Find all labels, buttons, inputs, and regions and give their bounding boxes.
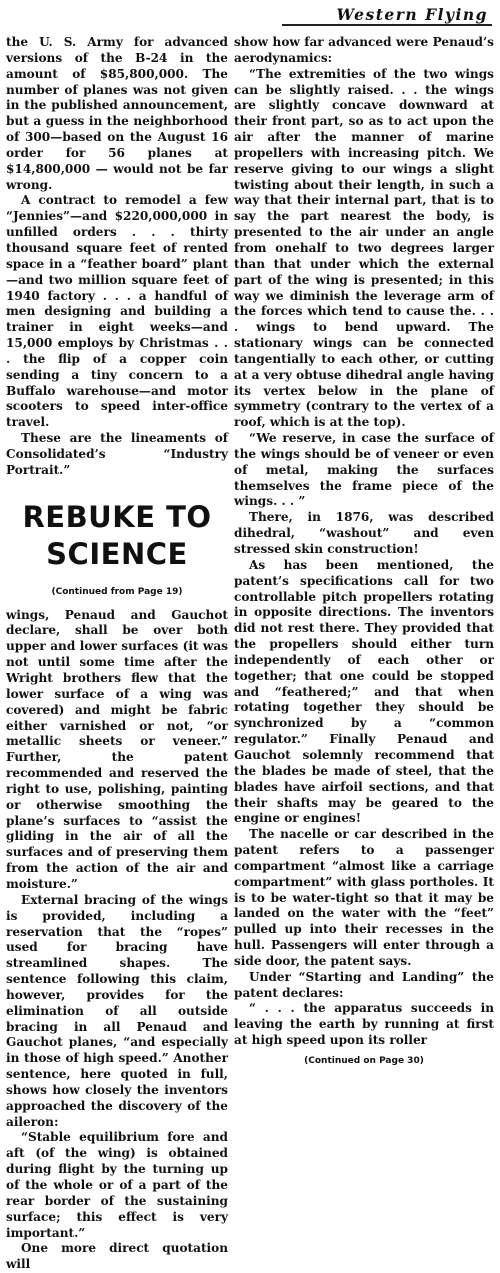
magazine-title: Western Flying: [336, 5, 488, 24]
paragraph: “The extremities of the two wings can be slightly raised. . . the wings are slightly concave downward at their front part, so as to act upon the air after the manner of marine propellers with increasing pitch. We reserve giving to our wings a slight twisting about their length, in such a way that their internal part, that is to say the part nearest the body, is presented to the air under an angle from onehalf to two degrees larger than that under which the external part of the wing is presented; in this way we diminish the leverage arm of the forces which tend to cause the. . . . wings to bend upward. The stationary wings can be connected tangentially to each other, or cutting at a very obtuse dihedral angle having its vertex below in the plane of symmetry (contrary to the vertex of a roof, which is at the top).: [234, 66, 494, 430]
page-header: [0, 0, 500, 26]
paragraph: There, in 1876, was described dihedral, “washout” and even stressed skin construction!: [234, 510, 494, 556]
paragraph: The nacelle or car described in the patent refers to a passenger compartment “almost like a carriage compartment” with glass portholes. It is to be water-tight so that it may be landed on the water with the “feet” pulled up into their recesses in the hull. Passengers will enter through a side door, the patent says.: [234, 827, 494, 968]
article-headline: REBUKE TO SCIENCE: [22, 499, 212, 571]
paragraph: “Stable equilibrium fore and aft (of the wing) is obtained during flight by the turning up of the whole or of a part of the rear border of the sustaining surface; this effect is very important.”: [6, 1130, 228, 1240]
paragraph: show how far advanced were Penaud’s aerodynamics:: [234, 35, 494, 65]
right-column: [234, 35, 494, 1067]
paragraph: These are the lineaments of Consolidated’s “Industry Portrait.”: [6, 431, 228, 477]
continued-from-note: (Continued from Page 19): [51, 586, 183, 597]
paragraph: Under “Starting and Landing” the patent declares:: [234, 969, 494, 1000]
header-rule: [282, 24, 492, 26]
paragraph: wings, Penaud and Gauchot declare, shall be over both upper and lower surfaces (it was not until some time after the Wright brothers flew that the lower surface of a wing was covered) and might be fabric either varnished or not, “or metallic sheets or veneer.” Further, the patent recommended and reserved the right to use, polishing, painting or otherwise smoothing the plane’s surfaces to “assist the gliding in the air of all the surfaces and of preserving them from the action of the air and moisture.”: [6, 607, 228, 891]
paragraph: “ . . . the apparatus succeeds in leaving the earth by running at first at high speed upon its roller: [234, 1001, 494, 1048]
paragraph: “We reserve, in case the surface of the wings should be of veneer or even of metal, making the surfaces themselves the frame piece of the wings. . . ”: [234, 431, 494, 509]
paragraph: As has been mentioned, the patent’s specifications call for two controllable pitch propellers rotating in opposite directions. The inventors did not rest there. They provided that the propellers should either turn independently of each other or together; that one could be stopped and “feathered;” and that when rotating together they should be synchronized by a “common regulator.” Finally Penaud and Gauchot solemnly recommend that the blades be made of steel, that the blades have airfoil sections, and that their shafts may be geared to the engine or engines!: [234, 557, 494, 826]
paragraph: A contract to remodel a few “Jennies”—and $220,000,000 in unfilled orders . . . thirty thousand square feet of rented space in a “feather board” plant—and two million square feet of 1940 factory . . . a handful of men designing and building a trainer in eight weeks—and 15,000 employs by Christmas . . . the flip of a copper coin sending a tiny concern to a Buffalo warehouse—and motor scooters to speed inter-office travel.: [6, 193, 228, 430]
paragraph: the U. S. Army for advanced versions of the B-24 in the amount of $85,800,000. The number of planes was not given in the published announcement, but a guess in the neighborhood of 300—based on the August 16 order for 56 planes at $14,800,000 — would not be far wrong.: [6, 35, 228, 192]
continued-on-note: (Continued on Page 30): [304, 1056, 424, 1066]
paragraph: External bracing of the wings is provided, including a reservation that the “ropes” used for bracing have streamlined shapes. The sentence following this claim, however, provides for the elimination of all outside bracing in all Penaud and Gauchot planes, “and especially in those of high speed.” Another sentence, here quoted in full, shows how closely the inventors approached the discovery of the aileron:: [6, 892, 228, 1129]
paragraph: One more direct quotation will: [6, 1241, 228, 1272]
left-column: [6, 35, 228, 1273]
